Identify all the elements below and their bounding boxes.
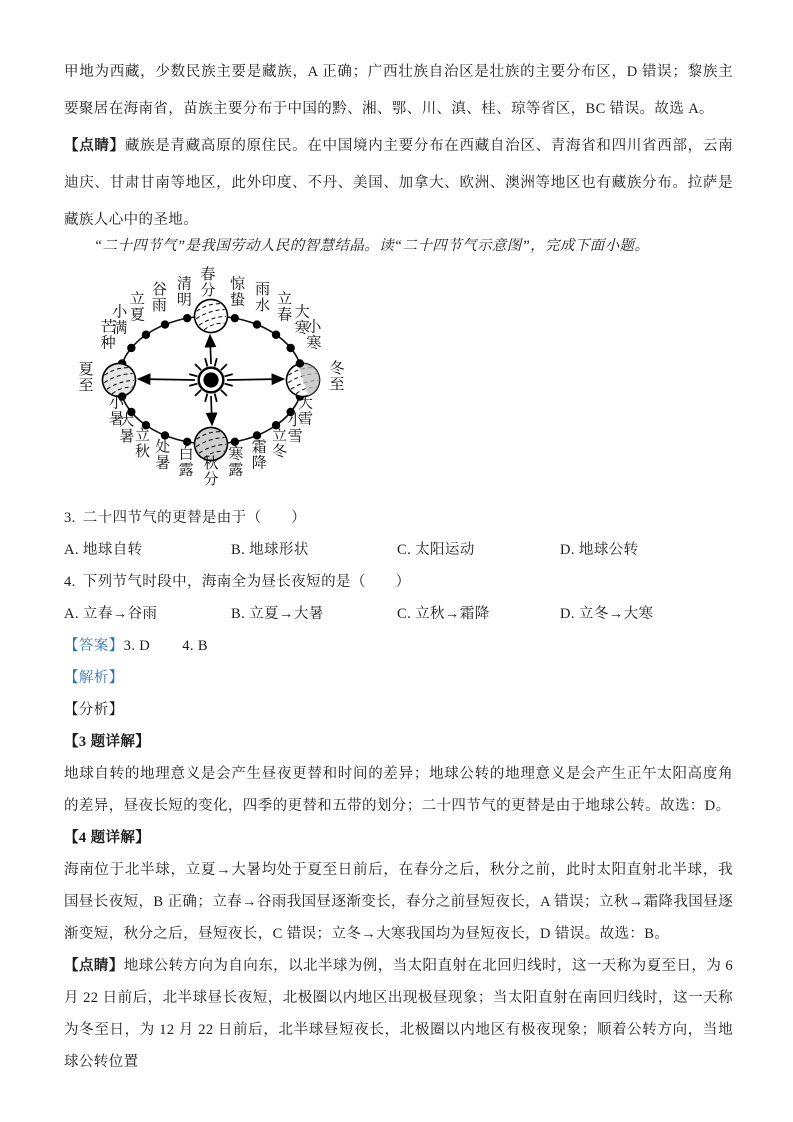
question-3-option-d: D. 地球公转 [560, 542, 639, 558]
solar-terms-figure [60, 261, 370, 497]
solar-term-label: 秋分 [203, 456, 219, 488]
question-4-option-c: C. 立秋→霜降 [397, 606, 490, 622]
earth-globe-icon-spring-equinox [190, 295, 232, 337]
jiexi-bracket-label: 【解析】 [64, 670, 124, 686]
solar-term-label: 霜降 [251, 439, 267, 472]
solar-term-label: 惊蛰 [230, 276, 246, 309]
answers-line [64, 630, 733, 662]
solar-term-label: 小雪 [287, 413, 303, 445]
solar-term-dot [272, 331, 280, 339]
question-3-stem: 3. 二十四节气的更替是由于（ ） [64, 510, 307, 526]
answer-item-3: 3. D [123, 638, 151, 654]
section-intro-line: “二十四节气”是我国劳动人民的智慧结晶。读“二十四节气示意图”，完成下面小题。 [94, 238, 650, 254]
solar-term-label: 小满 [112, 304, 128, 337]
solar-term-label: 雨水 [255, 282, 271, 315]
solar-term-label: 处暑 [155, 439, 171, 472]
question-4-number: 4. [64, 574, 76, 590]
sun-to-earth-arrow [210, 336, 211, 365]
detail-3-heading: 【3 题详解】 [64, 734, 151, 750]
solar-term-dot [183, 314, 191, 322]
question-4-options [64, 598, 733, 630]
question-4-option-d: D. 立冬→大寒 [560, 606, 654, 622]
solar-term-dot [183, 438, 191, 446]
sun-icon [189, 358, 232, 401]
solar-term-label: 寒露 [228, 446, 244, 479]
solar-term-dot [142, 331, 150, 339]
solar-term-label: 立秋 [135, 427, 151, 460]
solar-term-label: 清明 [176, 276, 192, 309]
solar-terms-diagram [60, 261, 733, 502]
solar-term-label: 大雪 [297, 395, 313, 428]
solar-term-label: 立春 [277, 291, 293, 324]
detail-4-heading: 【4 题详解】 [64, 830, 151, 846]
solar-term-dot [231, 314, 239, 322]
solar-term-dot [231, 438, 239, 446]
question-3-options [64, 534, 733, 566]
question-answer-section [64, 502, 733, 1078]
detail-3-body: 地球自转的地理意义是会产生昼夜更替和时间的差异；地球公转的地理意义是会产生正午太阳高度角的差异，昼夜长短的变化，四季的更替和五带的划分；二十四节气的更替是由于地球公转。故选：D。 [64, 766, 733, 814]
answers-bracket-label: 【答案】 [64, 638, 124, 654]
question-3-option-b: B. 地球形状 [231, 542, 309, 558]
detail-4-body: 海南位于北半球，立夏→大暑均处于夏至日前后，在春分之后，秋分之前，此时太阳直射北半球，我国昼长夜短，B 正确；立春→谷雨我国昼逐渐变长，春分之前昼短夜长，A 错误；立秋→霜降我国昼逐渐变短，秋分之后，昼短夜长，C 错误；立冬→大寒我国均为昼短夜长，D 错误。故选：B。 [64, 862, 733, 942]
explanation-text: 甲地为西藏，少数民族主要是藏族，A 正确；广西壮族自治区是壮族的主要分布区，D 错误；黎族主要聚居在海南省，苗族主要分布于中国的黔、湘、鄂、川、滇、桂、琼等省区，BC 错误。故选 A。 [64, 64, 733, 117]
solar-term-label: 芒种 [100, 319, 116, 352]
tip-bracket-label: 【点睛】 [64, 138, 125, 154]
sun-to-earth-arrow [139, 379, 196, 380]
sun-to-earth-arrow [211, 396, 212, 425]
answer-item-4: 4. B [182, 638, 208, 654]
solar-term-dot [296, 359, 304, 367]
solar-term-dot [161, 320, 169, 328]
solar-term-label: 冬至 [329, 361, 345, 393]
question-4-stem: 4. 下列节气时段中，海南全为昼长夜短的是（ ） [64, 574, 411, 590]
sun-to-earth-arrow [227, 379, 284, 380]
question-4-option-b: B. 立夏→大暑 [231, 606, 324, 622]
solar-term-label: 夏至 [78, 362, 94, 394]
question-4-option-a: A. 立春→谷雨 [64, 606, 158, 622]
solar-term-label: 大寒 [294, 304, 310, 337]
final-tip-text: 地球公转方向为自向东，以北半球为例，当太阳直射在北回归线时，这一天称为夏至日，为 6 月 22 日前后，北半球昼长夜短，北极圈以内地区出现极昼现象；当太阳直射在南回归线时，这一天称为冬至日，为 12 月 22 日前后，北半球昼短夜长，北极圈以内地区有极夜现象；顺着公转方向，当地球公转位置 [64, 958, 734, 1070]
solar-term-label: 立夏 [129, 291, 145, 324]
solar-term-label: 小暑 [109, 395, 125, 428]
solar-term-label: 大暑 [119, 413, 135, 445]
final-tip-paragraph [64, 950, 733, 1078]
fenxi-bracket-label: 【分析】 [64, 702, 124, 718]
question-3-number: 3. [64, 510, 76, 526]
solar-term-label: 谷雨 [151, 282, 167, 315]
solar-term-label: 小寒 [306, 319, 322, 352]
jiexi-line [64, 662, 733, 694]
paragraph-previous-tip [64, 128, 733, 239]
solar-term-label: 白露 [178, 446, 194, 479]
solar-term-dot [286, 344, 294, 352]
fenxi-line [64, 694, 733, 726]
final-tip-bracket-label: 【点睛】 [64, 958, 124, 974]
solar-term-dot [127, 344, 135, 352]
question-3-option-a: A. 地球自转 [64, 542, 143, 558]
paragraph-previous-explanation [64, 54, 733, 128]
tip-text: 藏族是青藏高原的原住民。在中国境内主要分布在西藏自治区、青海省和四川省西部，云南迪庆、甘肃甘南等地区，此外印度、不丹、美国、加拿大、欧洲、澳洲等地区也有藏族分布。拉萨是藏族人心中的圣地。 [64, 138, 734, 228]
solar-term-dot [253, 320, 261, 328]
solar-term-label: 立冬 [271, 427, 287, 460]
solar-term-label: 春分 [200, 267, 216, 299]
question-3-option-c: C. 太阳运动 [397, 542, 475, 558]
